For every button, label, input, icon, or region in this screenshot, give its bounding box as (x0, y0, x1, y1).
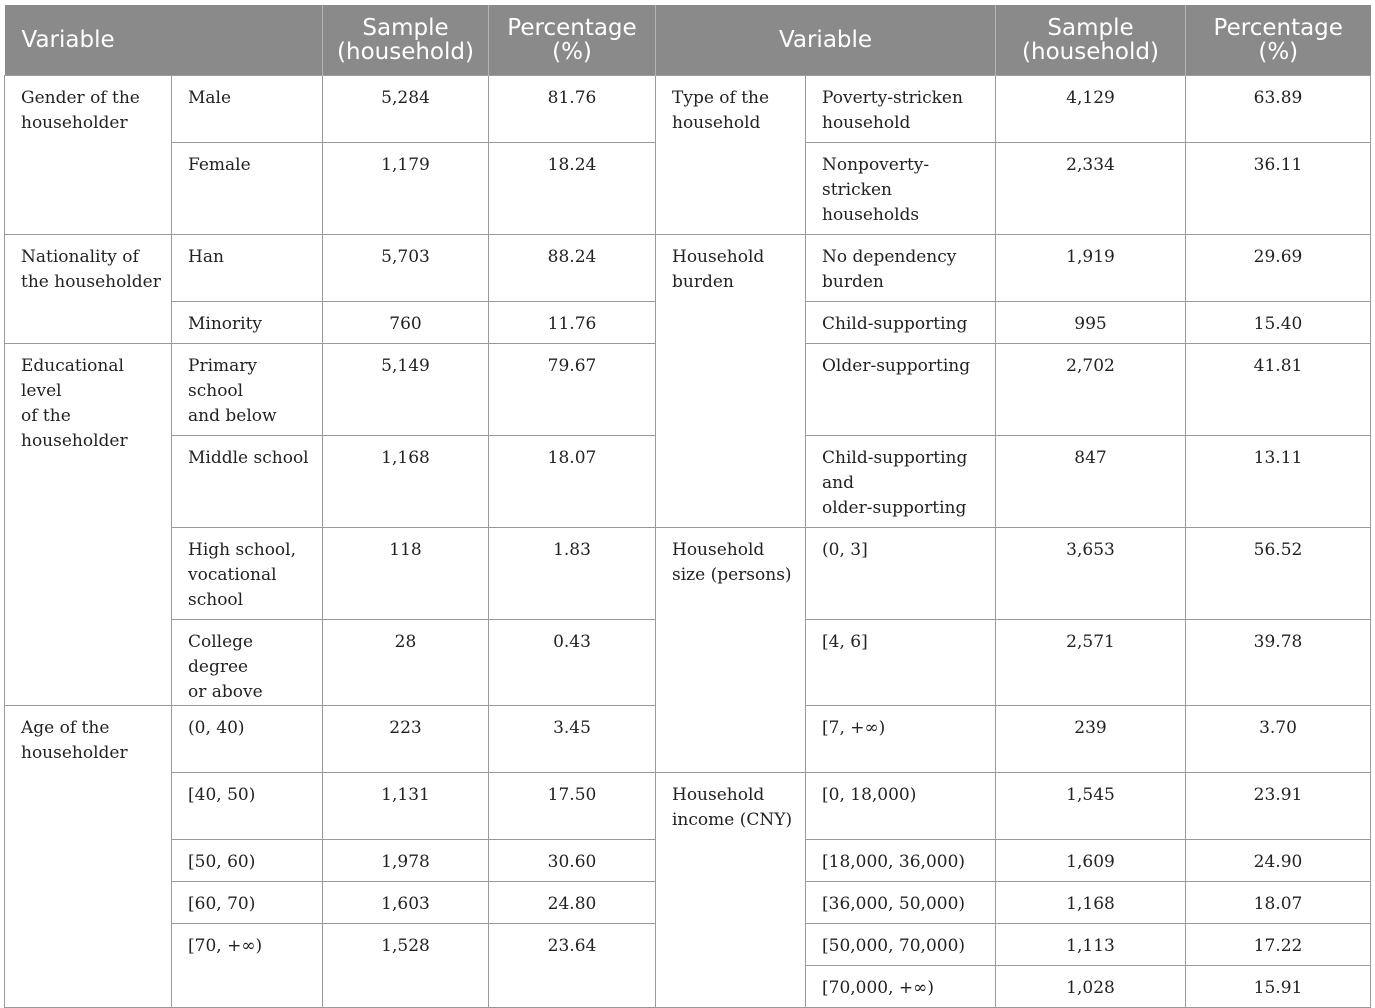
sample-cell: 4,129 (996, 76, 1186, 143)
sample-cell: 1,131 (323, 773, 489, 840)
category-cell: Older-supporting (806, 344, 996, 436)
category-cell: [50,000, 70,000) (806, 924, 996, 966)
sample-cell: 239 (996, 706, 1186, 773)
variable-household-type: Type of the household (656, 76, 806, 235)
category-cell: [0, 18,000) (806, 773, 996, 840)
percentage-cell: 88.24 (489, 235, 656, 302)
variable-household-income: Household income (CNY) (656, 773, 806, 1008)
category-cell: High school, vocational school (172, 528, 323, 620)
percentage-cell: 29.69 (1186, 235, 1371, 302)
category-cell: [70,000, +∞) (806, 966, 996, 1008)
category-cell: Child-supporting (806, 302, 996, 344)
percentage-cell: 15.40 (1186, 302, 1371, 344)
percentage-cell: 24.80 (489, 882, 656, 924)
sample-cell: 1,028 (996, 966, 1186, 1008)
header-sample-left: Sample (household) (323, 5, 489, 76)
percentage-cell: 30.60 (489, 840, 656, 882)
variable-household-size: Household size (persons) (656, 528, 806, 773)
percentage-cell: 23.64 (489, 924, 656, 1008)
sample-cell: 5,149 (323, 344, 489, 436)
sample-cell: 5,284 (323, 76, 489, 143)
sample-cell: 118 (323, 528, 489, 620)
variable-nationality: Nationality of the householder (5, 235, 172, 344)
percentage-cell: 15.91 (1186, 966, 1371, 1008)
category-cell: Nonpoverty- stricken households (806, 143, 996, 235)
table-row (5, 235, 1371, 302)
sample-cell: 2,334 (996, 143, 1186, 235)
percentage-cell: 63.89 (1186, 76, 1371, 143)
sample-cell: 995 (996, 302, 1186, 344)
category-cell: Female (172, 143, 323, 235)
sample-cell: 1,919 (996, 235, 1186, 302)
variable-gender: Gender of the householder (5, 76, 172, 235)
percentage-cell: 39.78 (1186, 620, 1371, 706)
sample-cell: 1,978 (323, 840, 489, 882)
percentage-cell: 81.76 (489, 76, 656, 143)
category-cell: (0, 3] (806, 528, 996, 620)
sample-cell: 760 (323, 302, 489, 344)
sample-cell: 223 (323, 706, 489, 773)
header-variable-right: Variable (656, 5, 996, 76)
category-cell: (0, 40) (172, 706, 323, 773)
category-cell: No dependency burden (806, 235, 996, 302)
household-statistics-table (4, 5, 1371, 1008)
sample-cell: 1,168 (996, 882, 1186, 924)
percentage-cell: 13.11 (1186, 436, 1371, 528)
sample-cell: 847 (996, 436, 1186, 528)
table-header (5, 5, 1371, 76)
percentage-cell: 24.90 (1186, 840, 1371, 882)
category-cell: Minority (172, 302, 323, 344)
sample-cell: 2,571 (996, 620, 1186, 706)
sample-cell: 1,113 (996, 924, 1186, 966)
percentage-cell: 36.11 (1186, 143, 1371, 235)
category-cell: Middle school (172, 436, 323, 528)
percentage-cell: 18.07 (1186, 882, 1371, 924)
category-cell: [18,000, 36,000) (806, 840, 996, 882)
percentage-cell: 17.22 (1186, 924, 1371, 966)
category-cell: [50, 60) (172, 840, 323, 882)
percentage-cell: 41.81 (1186, 344, 1371, 436)
header-percentage-left: Percentage (%) (489, 5, 656, 76)
category-cell: [40, 50) (172, 773, 323, 840)
sample-cell: 1,545 (996, 773, 1186, 840)
category-cell: Han (172, 235, 323, 302)
sample-cell: 28 (323, 620, 489, 706)
percentage-cell: 18.24 (489, 143, 656, 235)
variable-age: Age of the householder (5, 706, 172, 1008)
category-cell: Child-supporting and older-supporting (806, 436, 996, 528)
header-sample-right: Sample (household) (996, 5, 1186, 76)
table-row (5, 773, 1371, 840)
percentage-cell: 17.50 (489, 773, 656, 840)
sample-cell: 3,653 (996, 528, 1186, 620)
percentage-cell: 11.76 (489, 302, 656, 344)
category-cell: [4, 6] (806, 620, 996, 706)
percentage-cell: 3.45 (489, 706, 656, 773)
percentage-cell: 3.70 (1186, 706, 1371, 773)
table-body (5, 76, 1371, 1008)
sample-cell: 5,703 (323, 235, 489, 302)
category-cell: Male (172, 76, 323, 143)
percentage-cell: 79.67 (489, 344, 656, 436)
header-percentage-right: Percentage (%) (1186, 5, 1371, 76)
sample-cell: 1,603 (323, 882, 489, 924)
header-variable-left: Variable (5, 5, 323, 76)
sample-cell: 1,528 (323, 924, 489, 1008)
category-cell: [60, 70) (172, 882, 323, 924)
table-row (5, 76, 1371, 143)
sample-cell: 1,168 (323, 436, 489, 528)
sample-cell: 1,179 (323, 143, 489, 235)
sample-cell: 1,609 (996, 840, 1186, 882)
percentage-cell: 0.43 (489, 620, 656, 706)
percentage-cell: 1.83 (489, 528, 656, 620)
category-cell: [7, +∞) (806, 706, 996, 773)
sample-cell: 2,702 (996, 344, 1186, 436)
variable-education: Educational level of the householder (5, 344, 172, 706)
percentage-cell: 18.07 (489, 436, 656, 528)
category-cell: Primary school and below (172, 344, 323, 436)
variable-household-burden: Household burden (656, 235, 806, 528)
percentage-cell: 23.91 (1186, 773, 1371, 840)
category-cell: [70, +∞) (172, 924, 323, 1008)
category-cell: College degree or above (172, 620, 323, 706)
percentage-cell: 56.52 (1186, 528, 1371, 620)
table-row (5, 528, 1371, 620)
category-cell: Poverty-stricken household (806, 76, 996, 143)
category-cell: [36,000, 50,000) (806, 882, 996, 924)
